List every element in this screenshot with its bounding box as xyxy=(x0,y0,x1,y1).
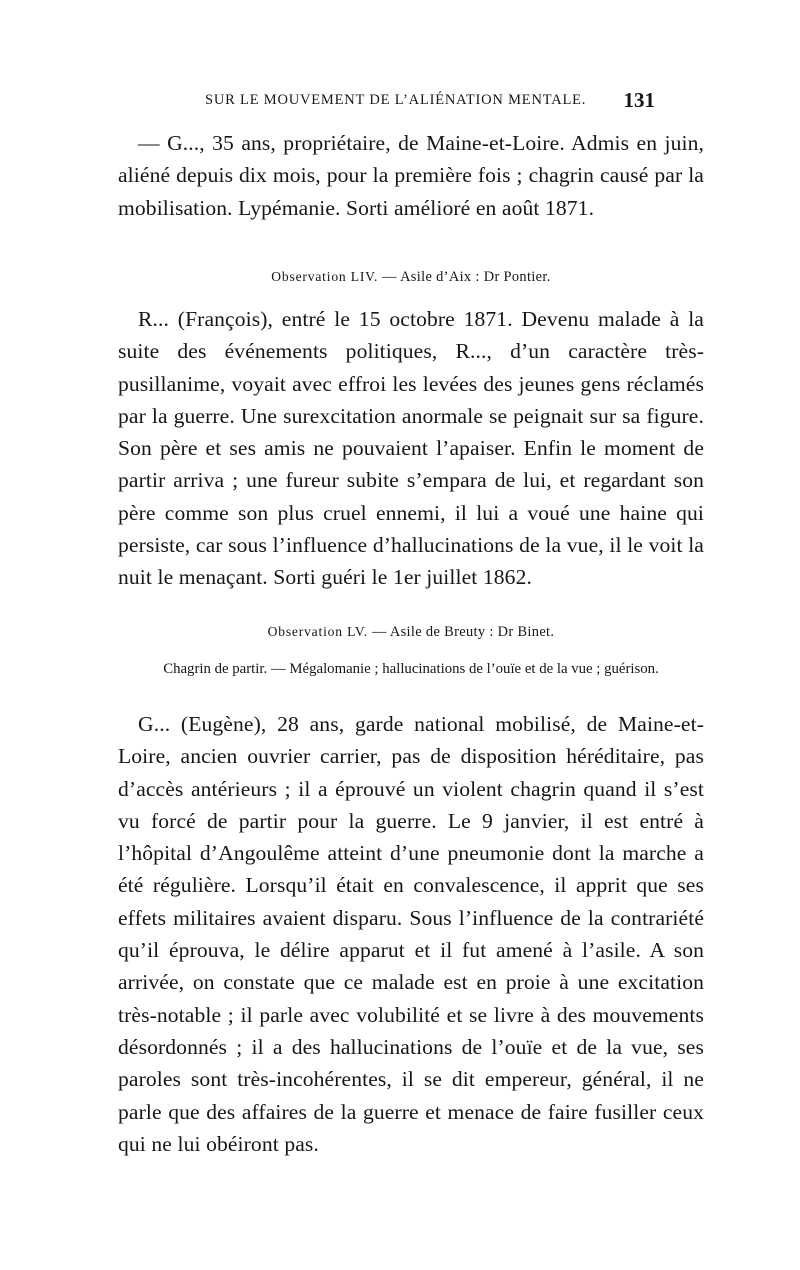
header-title: SUR LE MOUVEMENT DE L’ALIÉNATION MENTALE. xyxy=(205,92,587,108)
observation-55-heading xyxy=(118,621,704,643)
observation-55-summary: Chagrin de partir. — Mégalomanie ; hallucinations de l’ouïe et de la vue ; guérison. xyxy=(163,661,659,677)
observation-55-label: Observation LV. xyxy=(267,624,368,639)
observation-54-label: Observation LIV. xyxy=(271,269,379,284)
observation-54-details: — Asile d’Aix : Dr Pontier. xyxy=(382,269,551,285)
observation-54-heading xyxy=(118,266,704,288)
paragraph-case-francois: R... (François), entré le 15 octobre 1871. Devenu malade à la suite des événements politiques, R..., d’un caractère très-pusillanime, voyait avec effroi les levées des jeunes gens réclamés par la guerre. Une surexcitation anormale se peignait sur sa figure. Son père et ses amis ne pouvaient l’apaiser. Enfin le moment de partir arriva ; une fureur subite s’empara de lui, et regardant son père comme son plus cruel ennemi, il lui a voué une haine qui persiste, car sous l’influence d’hallucinations de la vue, il le voit la nuit le menaçant. Sorti guéri le 1er juillet 1862. xyxy=(118,307,704,590)
running-header xyxy=(205,88,655,116)
paragraph-case-eugene: G... (Eugène), 28 ans, garde national mobilisé, de Maine-et-Loire, ancien ouvrier carrier, pas de disposition héréditaire, pas d’accès antérieurs ; il a éprouvé un violent chagrin quand il s’est vu forcé de partir pour la guerre. Le 9 janvier, il est entré à l’hôpital d’Angoulême atteint d’une pneumonie dont la marche a été régulière. Lorsqu’il était en convalescence, il apprit que ses effets militaires avaient disparu. Sous l’influence de la contrariété qu’il éprouva, le délire apparut et il fut amené à l’asile. A son arrivée, on constate que ce malade est en proie à une excitation très-notable ; il parle avec volubilité et se livre à des mouvements désordonnés ; il a des hallucinations de l’ouïe et de la vue, ses paroles sont très-incohérentes, il se dit empereur, général, il ne parle que des affaires de la guerre et menace de faire fusiller ceux qui ne lui obéiront pas. xyxy=(118,712,704,1156)
observation-55-details: — Asile de Breuty : Dr Binet. xyxy=(371,624,555,640)
paragraph-case-g: — G..., 35 ans, propriétaire, de Maine-et-Loire. Admis en juin, aliéné depuis dix mois, pour la première fois ; chagrin causé par la mobilisation. Lypémanie. Sorti amélioré en août 1871. xyxy=(118,131,704,220)
page-number: 131 xyxy=(623,88,655,112)
